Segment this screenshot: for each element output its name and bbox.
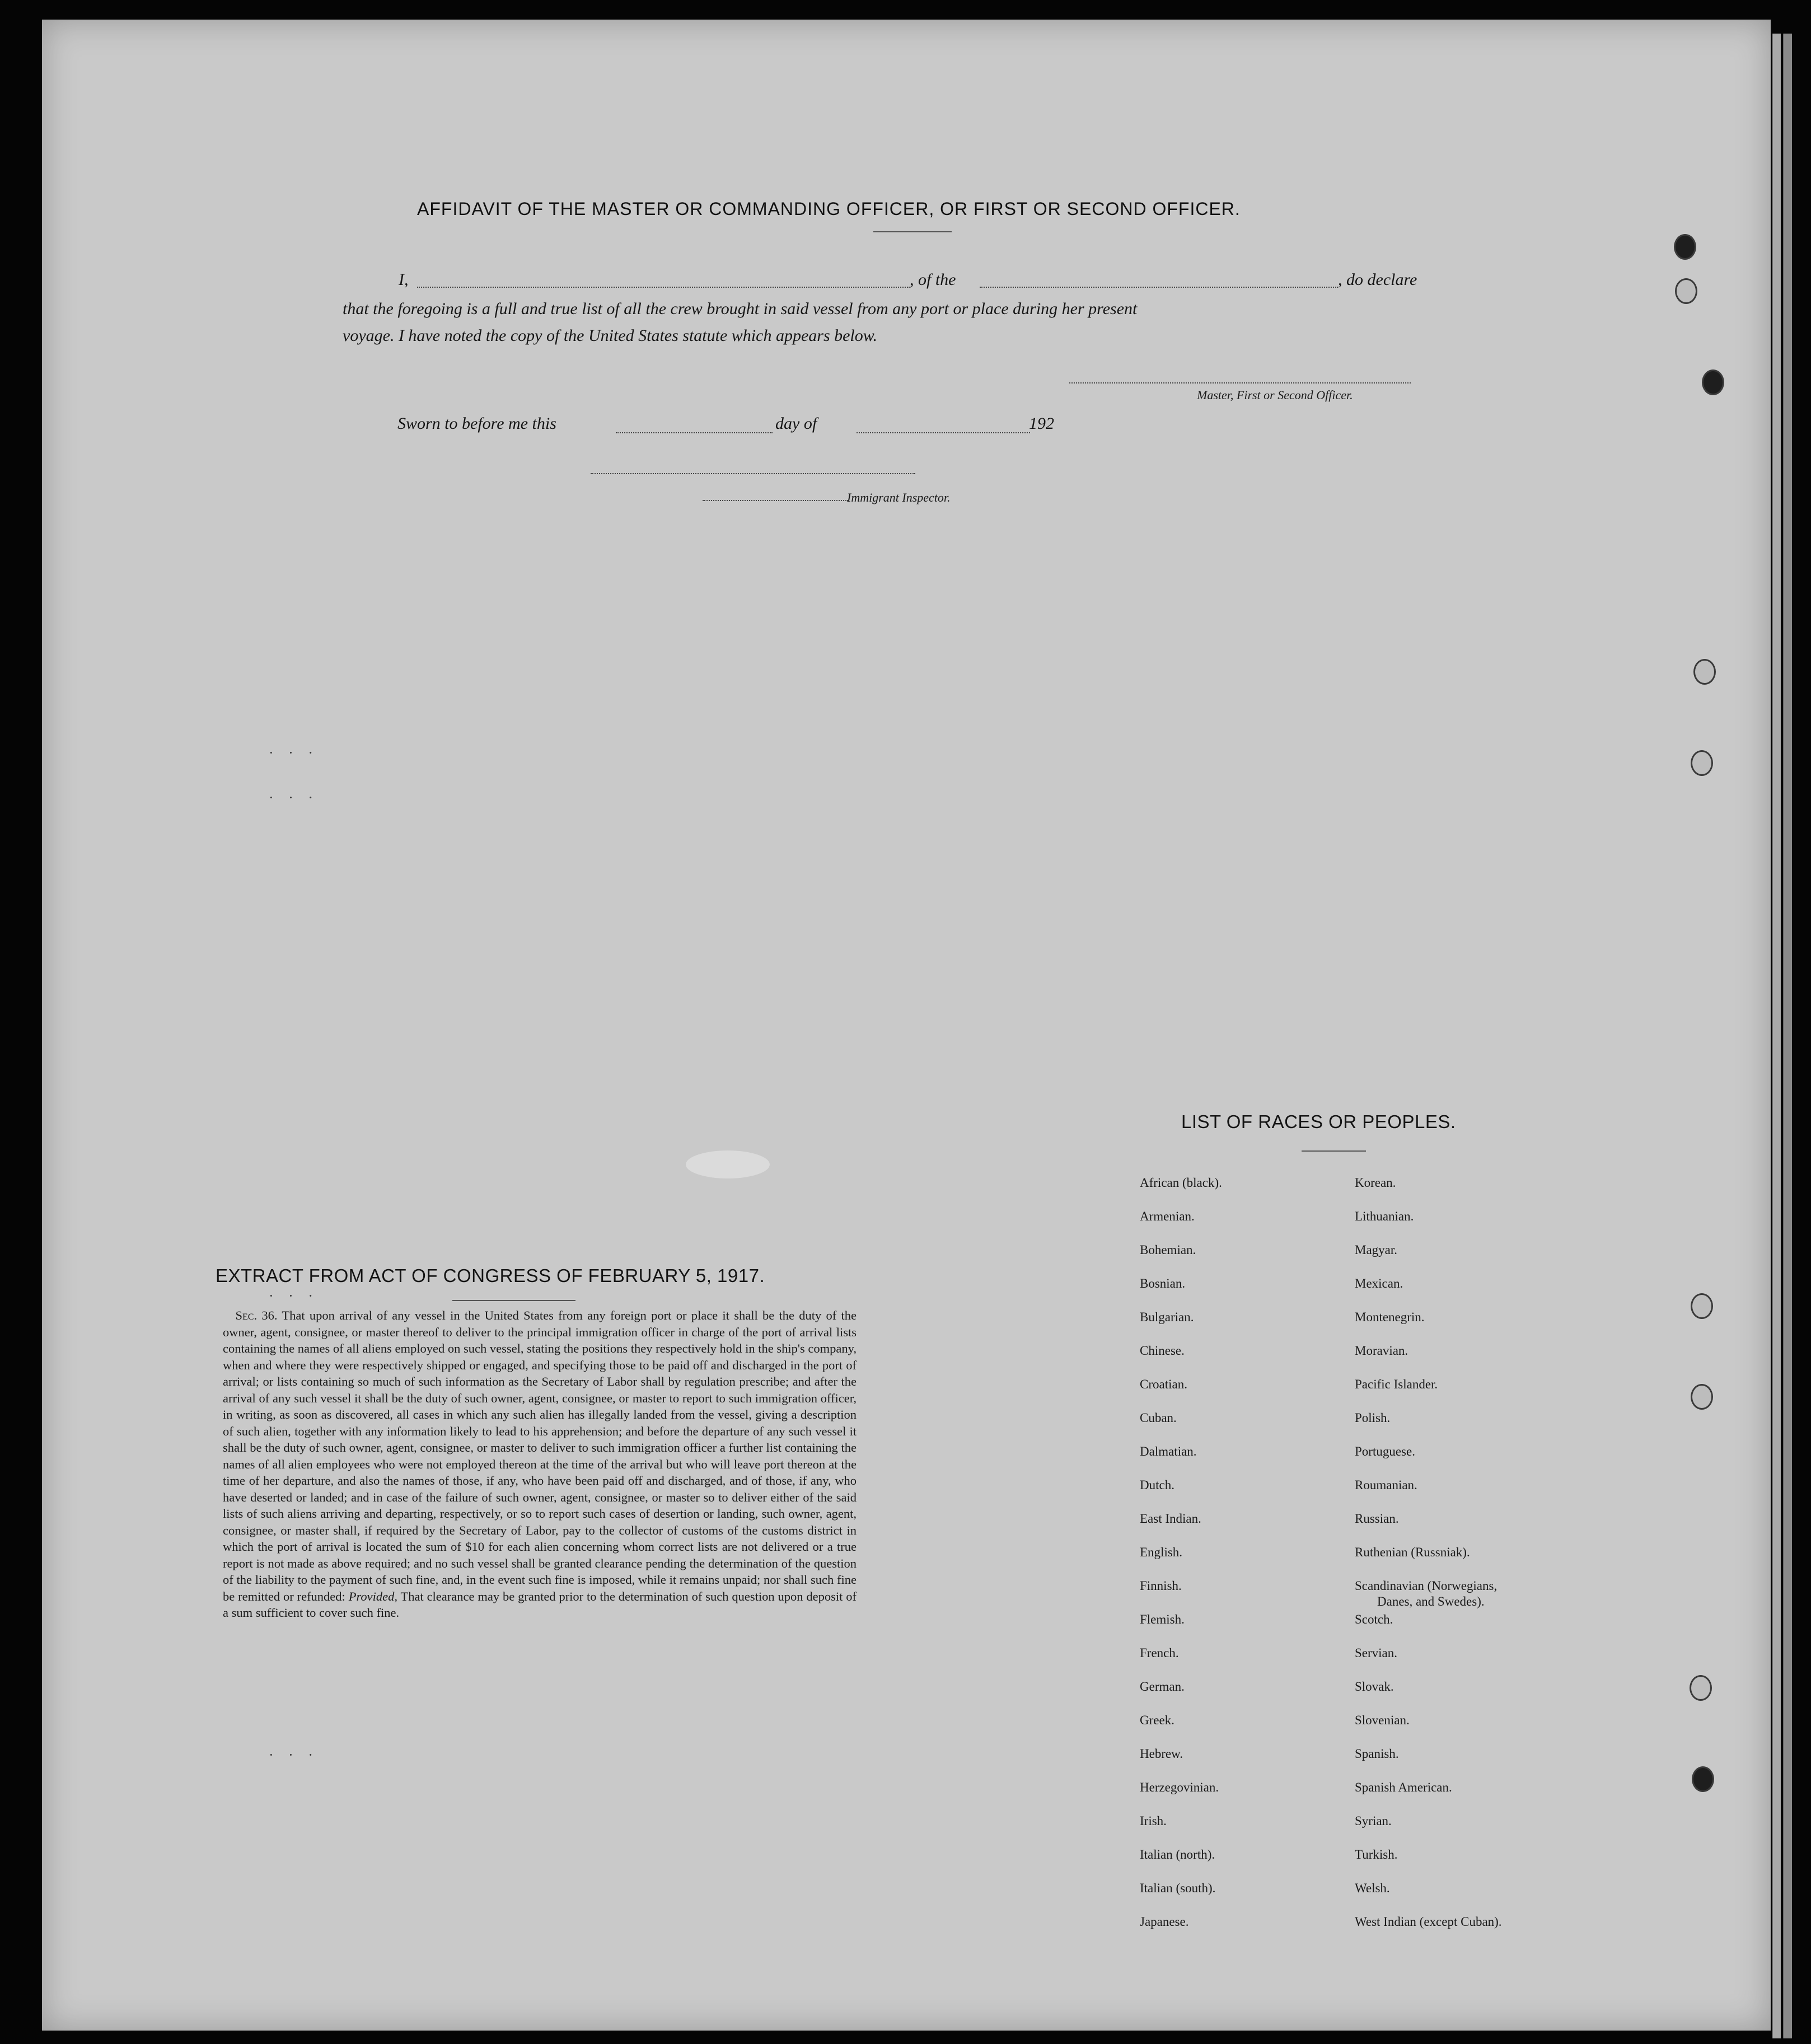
- race-item: Armenian.: [1140, 1209, 1195, 1223]
- inspector-line-2: [703, 500, 848, 501]
- race-item: Slovak.: [1355, 1680, 1394, 1694]
- race-item: Bulgarian.: [1140, 1310, 1194, 1324]
- affidavit-title: AFFIDAVIT OF THE MASTER OR COMMANDING OFFICER, OR FIRST OR SECOND OFFICER.: [417, 199, 1241, 219]
- race-item: West Indian (except Cuban).: [1355, 1915, 1502, 1929]
- vessel-blank: [980, 287, 1338, 288]
- race-item: Bosnian.: [1140, 1276, 1186, 1290]
- race-item: Hebrew.: [1140, 1747, 1183, 1761]
- race-item: Polish.: [1355, 1411, 1391, 1425]
- races-divider: [1302, 1150, 1366, 1152]
- race-item: Flemish.: [1140, 1612, 1185, 1626]
- race-item: Scandinavian (Norwegians,: [1355, 1579, 1498, 1593]
- page-edge: [1783, 34, 1792, 2038]
- year-text: 192: [1029, 414, 1054, 433]
- race-item: Korean.: [1355, 1176, 1396, 1190]
- race-item: French.: [1140, 1646, 1179, 1660]
- race-item: Chinese.: [1140, 1344, 1185, 1358]
- provided-word: Provided,: [348, 1589, 397, 1603]
- inspector-signature-line: [591, 473, 915, 474]
- extract-title: EXTRACT FROM ACT OF CONGRESS OF FEBRUARY 5, 1917.: [216, 1265, 765, 1286]
- race-item: Japanese.: [1140, 1915, 1189, 1929]
- affidavit-of-the: , of the: [910, 270, 956, 289]
- statute-body: That upon arrival of any vessel in the United States from any foreign port or place it shall be the duty of the owner, agent, consignee, or master thereof to deliver to the principal immigration officer in charge of the port of arrival lists containing the names of all aliens employed on such vessel, stating the positions they respectively hold in the ship's company, when and where they were respectively shipped or engaged, and specifying those to be paid off and discharged in the port of arrival; or lists containing so much of such information as the Secretary of Labor shall by regulation prescribe; and after the arrival of any such vessel it shall be the duty of such owner, agent, consignee, or master to report to such immigration officer, in writing, as soon as discovered, all cases in which any such alien has illegally landed from the vessel, giving a description of such alien, together with any information likely to lead to his apprehension; and before the departure of any such vessel it shall be the duty of such owner, agent, consignee, or master to deliver to such immigration officer a further list containing the names of all alien employees who were not employed thereon at the time of the arrival but who will leave port thereon at the time of her departure, and also the names of those, if any, who have been paid off and discharged, and of those, if any, who have deserted or landed; and in case of the failure of such owner, agent, consignee, or master so to deliver either of the said lists of such aliens arriving and departing, respectively, or so to report such cases of desertion or landing, such owner, agent, consignee, or master shall, if required by the Secretary of Labor, pay to the collector of customs of the customs district in which the port of arrival is located the sum of $10 for each alien concerning whom correct lists are not delivered or a true report is not made as above required; and no such vessel shall be granted clearance pending the determination of the question of the liability to the payment of such fine, and, in the event such fine is imposed, while it remains unpaid; nor shall such fine be remitted or refunded:: [223, 1308, 857, 1603]
- officer-signature-label: Master, First or Second Officer.: [1197, 388, 1353, 402]
- sworn-text: Sworn to before me this: [397, 414, 556, 433]
- binder-hole: [1692, 1766, 1714, 1792]
- binder-hole: [1674, 234, 1696, 260]
- race-item: Magyar.: [1355, 1243, 1398, 1257]
- race-item: Slovenian.: [1355, 1713, 1410, 1727]
- affidavit-do-declare: , do declare: [1338, 270, 1417, 289]
- binder-hole: [1691, 1384, 1713, 1410]
- affidavit-statement: that the foregoing is a full and true list of all the crew brought in said vessel from any port or place during her present: [343, 300, 1138, 318]
- day-blank: [616, 432, 773, 433]
- race-item: German.: [1140, 1680, 1185, 1694]
- race-item: Cuban.: [1140, 1411, 1177, 1425]
- day-of-text: day of: [775, 414, 817, 433]
- race-item: African (black).: [1140, 1176, 1222, 1190]
- binder-hole: [1702, 369, 1724, 395]
- race-item: Pacific Islander.: [1355, 1377, 1438, 1391]
- race-item: Mexican.: [1355, 1276, 1403, 1290]
- affidavit-i: I,: [399, 270, 409, 289]
- binder-hole: [1691, 1293, 1713, 1319]
- race-item: Russian.: [1355, 1512, 1399, 1526]
- binder-hole: [1693, 659, 1716, 685]
- race-item: Lithuanian.: [1355, 1209, 1414, 1223]
- bleed-through-mark: · · ·: [269, 1288, 319, 1304]
- bleed-through-mark: · · ·: [269, 745, 319, 761]
- page-edge: [1772, 34, 1781, 2038]
- race-item: Welsh.: [1355, 1881, 1390, 1895]
- race-item: Finnish.: [1140, 1579, 1182, 1593]
- paper-smudge: [686, 1150, 770, 1178]
- bleed-through-mark: · · ·: [269, 1747, 319, 1763]
- race-item: Scotch.: [1355, 1612, 1393, 1626]
- races-title: LIST OF RACES OR PEOPLES.: [1181, 1111, 1456, 1132]
- race-item: English.: [1140, 1545, 1183, 1559]
- race-item: Dalmatian.: [1140, 1444, 1197, 1458]
- month-blank: [857, 432, 1030, 433]
- race-item: Montenegrin.: [1355, 1310, 1425, 1324]
- binder-hole: [1690, 1675, 1712, 1701]
- race-item: Italian (north).: [1140, 1847, 1215, 1861]
- document-page: [42, 20, 1771, 2031]
- section-label: Sec. 36.: [235, 1308, 278, 1322]
- race-item: Moravian.: [1355, 1344, 1408, 1358]
- race-item: Croatian.: [1140, 1377, 1187, 1391]
- race-item: Servian.: [1355, 1646, 1398, 1660]
- binder-hole: [1675, 278, 1697, 304]
- race-item: Turkish.: [1355, 1847, 1398, 1861]
- name-blank: [417, 287, 910, 288]
- race-item: Roumanian.: [1355, 1478, 1417, 1492]
- officer-signature-line: [1069, 382, 1411, 383]
- race-item: Spanish American.: [1355, 1780, 1452, 1794]
- race-item: Portuguese.: [1355, 1444, 1415, 1458]
- race-item: Herzegovinian.: [1140, 1780, 1219, 1794]
- extract-divider: [452, 1300, 575, 1301]
- race-item: Bohemian.: [1140, 1243, 1196, 1257]
- race-item: Dutch.: [1140, 1478, 1174, 1492]
- race-item: Irish.: [1140, 1814, 1167, 1828]
- race-item: Greek.: [1140, 1713, 1174, 1727]
- statute-text: [223, 1307, 857, 1621]
- race-item: Italian (south).: [1140, 1881, 1216, 1895]
- race-item: East Indian.: [1140, 1512, 1201, 1526]
- bleed-through-mark: · · ·: [269, 789, 319, 806]
- race-item: Syrian.: [1355, 1814, 1392, 1828]
- inspector-label: Immigrant Inspector.: [847, 490, 951, 504]
- affidavit-statement-cont: voyage. I have noted the copy of the United States statute which appears below.: [343, 326, 878, 345]
- race-item: Ruthenian (Russniak).: [1355, 1545, 1470, 1559]
- race-item: Spanish.: [1355, 1747, 1399, 1761]
- race-item: Danes, and Swedes).: [1377, 1594, 1485, 1608]
- statute-body-end: That clearance may be granted prior to the determination of such question upon deposit of a sum sufficient to cover such fine.: [223, 1589, 857, 1620]
- title-divider: [873, 231, 952, 232]
- binder-hole: [1691, 750, 1713, 776]
